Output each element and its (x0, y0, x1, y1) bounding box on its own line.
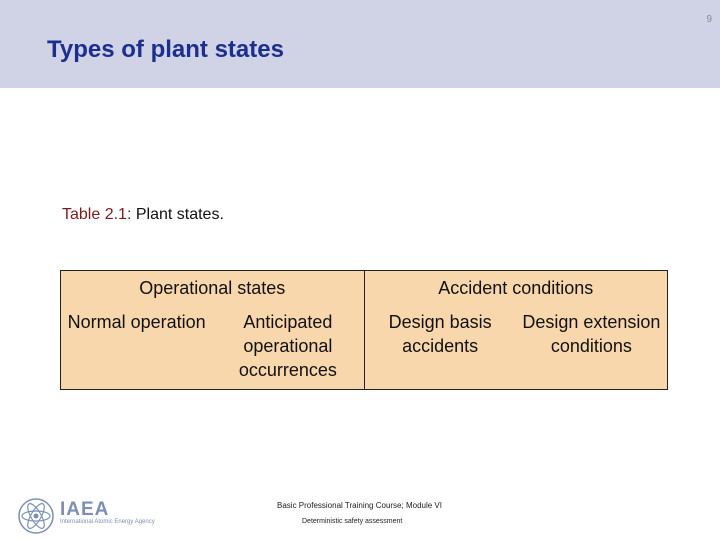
table-caption (62, 206, 224, 224)
group-header-operational: Operational states (61, 271, 365, 306)
table-row (61, 305, 668, 390)
cell-design-extension-conditions: Design extension conditions (516, 305, 668, 390)
plant-states-table (60, 270, 668, 390)
iaea-logo-icon (16, 496, 56, 536)
cell-design-basis-accidents: Design basis accidents (364, 305, 516, 390)
caption-text: Plant states. (135, 206, 224, 223)
group-header-accident: Accident conditions (364, 271, 668, 306)
cell-normal-operation: Normal operation (61, 305, 213, 390)
footer-org-full-name: International Atomic Energy Agency (60, 519, 155, 525)
table-header-row (61, 271, 668, 306)
slide-title: Types of plant states (47, 36, 284, 63)
page-number: 9 (706, 14, 712, 25)
cell-anticipated-occurrences: Anticipated operational occurrences (212, 305, 364, 390)
caption-prefix: Table 2.1: (62, 206, 132, 223)
footer-org-name: IAEA (60, 499, 110, 520)
footer-topic: Deterministic safety assessment (302, 518, 403, 525)
footer-course: Basic Professional Training Course; Module VI (277, 501, 442, 510)
